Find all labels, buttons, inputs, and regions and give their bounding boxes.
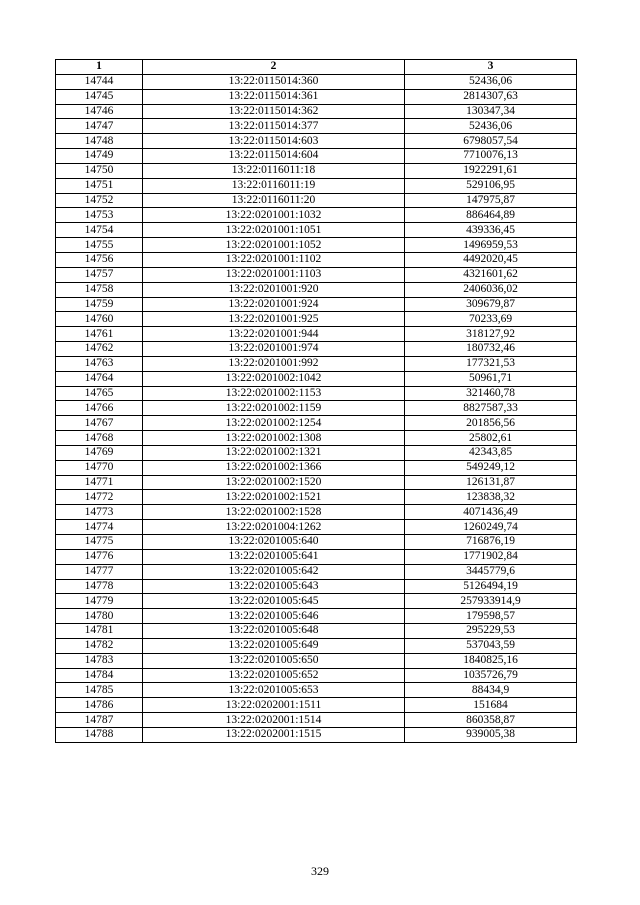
cadastral-number-cell: 13:22:0201005:645 [143, 594, 405, 609]
row-number-cell: 14773 [56, 505, 143, 520]
cadastral-number-cell: 13:22:0202001:1511 [143, 698, 405, 713]
table-row [56, 535, 577, 550]
table-row [56, 505, 577, 520]
row-number-cell: 14769 [56, 445, 143, 460]
row-number-cell: 14764 [56, 371, 143, 386]
value-cell: 52436,06 [405, 74, 577, 89]
cadastral-number-cell: 13:22:0115014:377 [143, 119, 405, 134]
cadastral-number-cell: 13:22:0201001:1102 [143, 252, 405, 267]
row-number-cell: 14756 [56, 252, 143, 267]
value-cell: 4321601,62 [405, 267, 577, 282]
row-number-cell: 14782 [56, 638, 143, 653]
value-cell: 70233,69 [405, 312, 577, 327]
table-row [56, 609, 577, 624]
cadastral-number-cell: 13:22:0201005:649 [143, 638, 405, 653]
cadastral-number-cell: 13:22:0115014:604 [143, 149, 405, 164]
cadastral-number-cell: 13:22:0201005:653 [143, 683, 405, 698]
row-number-cell: 14752 [56, 193, 143, 208]
table-row [56, 727, 577, 742]
row-number-cell: 14767 [56, 416, 143, 431]
table-row [56, 549, 577, 564]
row-number-cell: 14780 [56, 609, 143, 624]
table-row [56, 638, 577, 653]
table-row [56, 520, 577, 535]
row-number-cell: 14784 [56, 668, 143, 683]
value-cell: 309679,87 [405, 297, 577, 312]
value-cell: 7710076,13 [405, 149, 577, 164]
cadastral-number-cell: 13:22:0201005:642 [143, 564, 405, 579]
table-body [56, 74, 577, 742]
cadastral-number-cell: 13:22:0116011:19 [143, 178, 405, 193]
value-cell: 321460,78 [405, 386, 577, 401]
value-cell: 4492020,45 [405, 252, 577, 267]
row-number-cell: 14788 [56, 727, 143, 742]
row-number-cell: 14776 [56, 549, 143, 564]
value-cell: 4071436,49 [405, 505, 577, 520]
row-number-cell: 14762 [56, 342, 143, 357]
row-number-cell: 14759 [56, 297, 143, 312]
column-header-2: 2 [143, 60, 405, 75]
table-row [56, 401, 577, 416]
value-cell: 50961,71 [405, 371, 577, 386]
row-number-cell: 14765 [56, 386, 143, 401]
row-number-cell: 14770 [56, 460, 143, 475]
row-number-cell: 14761 [56, 327, 143, 342]
value-cell: 88434,9 [405, 683, 577, 698]
value-cell: 180732,46 [405, 342, 577, 357]
table-row [56, 445, 577, 460]
row-number-cell: 14768 [56, 431, 143, 446]
table-row [56, 475, 577, 490]
cadastral-number-cell: 13:22:0201002:1366 [143, 460, 405, 475]
value-cell: 1496959,53 [405, 238, 577, 253]
row-number-cell: 14787 [56, 713, 143, 728]
row-number-cell: 14775 [56, 535, 143, 550]
cadastral-number-cell: 13:22:0201001:1103 [143, 267, 405, 282]
cadastral-number-cell: 13:22:0202001:1515 [143, 727, 405, 742]
cadastral-number-cell: 13:22:0201002:1521 [143, 490, 405, 505]
cadastral-number-cell: 13:22:0201005:641 [143, 549, 405, 564]
value-cell: 6798057,54 [405, 134, 577, 149]
cadastral-number-cell: 13:22:0201001:944 [143, 327, 405, 342]
cadastral-number-cell: 13:22:0201001:1051 [143, 223, 405, 238]
column-header-3: 3 [405, 60, 577, 75]
table-row [56, 163, 577, 178]
table-row [56, 149, 577, 164]
value-cell: 886464,89 [405, 208, 577, 223]
row-number-cell: 14758 [56, 282, 143, 297]
value-cell: 3445779,6 [405, 564, 577, 579]
value-cell: 1035726,79 [405, 668, 577, 683]
row-number-cell: 14781 [56, 624, 143, 639]
row-number-cell: 14754 [56, 223, 143, 238]
table-row [56, 698, 577, 713]
row-number-cell: 14766 [56, 401, 143, 416]
cadastral-number-cell: 13:22:0201004:1262 [143, 520, 405, 535]
cadastral-number-cell: 13:22:0201001:925 [143, 312, 405, 327]
value-cell: 529106,95 [405, 178, 577, 193]
cadastral-number-cell: 13:22:0201001:992 [143, 356, 405, 371]
cadastral-number-cell: 13:22:0202001:1514 [143, 713, 405, 728]
table-row [56, 238, 577, 253]
table-row [56, 104, 577, 119]
cadastral-number-cell: 13:22:0201005:652 [143, 668, 405, 683]
cadastral-number-cell: 13:22:0201005:643 [143, 579, 405, 594]
cadastral-number-cell: 13:22:0201001:974 [143, 342, 405, 357]
cadastral-number-cell: 13:22:0116011:18 [143, 163, 405, 178]
table-row [56, 89, 577, 104]
value-cell: 257933914,9 [405, 594, 577, 609]
cadastral-number-cell: 13:22:0115014:362 [143, 104, 405, 119]
value-cell: 42343,85 [405, 445, 577, 460]
cadastral-number-cell: 13:22:0201005:648 [143, 624, 405, 639]
table-row [56, 208, 577, 223]
table-row [56, 683, 577, 698]
cadastral-number-cell: 13:22:0201002:1153 [143, 386, 405, 401]
value-cell: 151684 [405, 698, 577, 713]
row-number-cell: 14760 [56, 312, 143, 327]
cadastral-number-cell: 13:22:0115014:603 [143, 134, 405, 149]
row-number-cell: 14753 [56, 208, 143, 223]
table-row [56, 416, 577, 431]
value-cell: 8827587,33 [405, 401, 577, 416]
cadastral-number-cell: 13:22:0201002:1159 [143, 401, 405, 416]
value-cell: 1260249,74 [405, 520, 577, 535]
page-number: 329 [311, 864, 329, 878]
value-cell: 123838,32 [405, 490, 577, 505]
table-row [56, 579, 577, 594]
table-row [56, 668, 577, 683]
table-row [56, 356, 577, 371]
value-cell: 1840825,16 [405, 653, 577, 668]
row-number-cell: 14751 [56, 178, 143, 193]
table-row [56, 252, 577, 267]
table-row [56, 282, 577, 297]
value-cell: 939005,38 [405, 727, 577, 742]
cadastral-number-cell: 13:22:0201001:1032 [143, 208, 405, 223]
cadastral-number-cell: 13:22:0201005:646 [143, 609, 405, 624]
row-number-cell: 14746 [56, 104, 143, 119]
value-cell: 537043,59 [405, 638, 577, 653]
cadastral-number-cell: 13:22:0201002:1254 [143, 416, 405, 431]
table-row [56, 178, 577, 193]
cadastral-number-cell: 13:22:0115014:360 [143, 74, 405, 89]
table-row [56, 564, 577, 579]
table-row [56, 371, 577, 386]
table-row [56, 74, 577, 89]
value-cell: 2814307,63 [405, 89, 577, 104]
table-row [56, 624, 577, 639]
row-number-cell: 14748 [56, 134, 143, 149]
table-row [56, 267, 577, 282]
row-number-cell: 14777 [56, 564, 143, 579]
row-number-cell: 14750 [56, 163, 143, 178]
cadastral-number-cell: 13:22:0201001:920 [143, 282, 405, 297]
table-row [56, 490, 577, 505]
cadastral-number-cell: 13:22:0201002:1308 [143, 431, 405, 446]
cadastral-number-cell: 13:22:0201002:1520 [143, 475, 405, 490]
cadastral-number-cell: 13:22:0201001:924 [143, 297, 405, 312]
table-row [56, 713, 577, 728]
value-cell: 716876,19 [405, 535, 577, 550]
value-cell: 860358,87 [405, 713, 577, 728]
value-cell: 318127,92 [405, 327, 577, 342]
value-cell: 177321,53 [405, 356, 577, 371]
row-number-cell: 14778 [56, 579, 143, 594]
row-number-cell: 14757 [56, 267, 143, 282]
row-number-cell: 14745 [56, 89, 143, 104]
value-cell: 130347,34 [405, 104, 577, 119]
column-header-1: 1 [56, 60, 143, 75]
row-number-cell: 14772 [56, 490, 143, 505]
header-row [56, 60, 577, 75]
data-table [55, 59, 577, 743]
row-number-cell: 14747 [56, 119, 143, 134]
cadastral-number-cell: 13:22:0201005:650 [143, 653, 405, 668]
value-cell: 126131,87 [405, 475, 577, 490]
value-cell: 201856,56 [405, 416, 577, 431]
row-number-cell: 14779 [56, 594, 143, 609]
row-number-cell: 14749 [56, 149, 143, 164]
value-cell: 25802,61 [405, 431, 577, 446]
cadastral-number-cell: 13:22:0201002:1042 [143, 371, 405, 386]
value-cell: 549249,12 [405, 460, 577, 475]
value-cell: 147975,87 [405, 193, 577, 208]
table-row [56, 431, 577, 446]
table-row [56, 386, 577, 401]
table-row [56, 327, 577, 342]
table-row [56, 653, 577, 668]
row-number-cell: 14763 [56, 356, 143, 371]
value-cell: 1922291,61 [405, 163, 577, 178]
cadastral-number-cell: 13:22:0116011:20 [143, 193, 405, 208]
value-cell: 2406036,02 [405, 282, 577, 297]
row-number-cell: 14783 [56, 653, 143, 668]
row-number-cell: 14774 [56, 520, 143, 535]
table-row [56, 342, 577, 357]
table-row [56, 193, 577, 208]
cadastral-number-cell: 13:22:0115014:361 [143, 89, 405, 104]
cadastral-number-cell: 13:22:0201001:1052 [143, 238, 405, 253]
row-number-cell: 14744 [56, 74, 143, 89]
value-cell: 52436,06 [405, 119, 577, 134]
table-row [56, 134, 577, 149]
value-cell: 1771902,84 [405, 549, 577, 564]
cadastral-number-cell: 13:22:0201002:1528 [143, 505, 405, 520]
table-row [56, 223, 577, 238]
row-number-cell: 14771 [56, 475, 143, 490]
value-cell: 179598,57 [405, 609, 577, 624]
row-number-cell: 14785 [56, 683, 143, 698]
table-header [56, 60, 577, 75]
table-row [56, 297, 577, 312]
table-row [56, 312, 577, 327]
value-cell: 439336,45 [405, 223, 577, 238]
row-number-cell: 14755 [56, 238, 143, 253]
cadastral-number-cell: 13:22:0201005:640 [143, 535, 405, 550]
table-row [56, 460, 577, 475]
table-row [56, 594, 577, 609]
cadastral-number-cell: 13:22:0201002:1321 [143, 445, 405, 460]
value-cell: 5126494,19 [405, 579, 577, 594]
value-cell: 295229,53 [405, 624, 577, 639]
row-number-cell: 14786 [56, 698, 143, 713]
table-row [56, 119, 577, 134]
